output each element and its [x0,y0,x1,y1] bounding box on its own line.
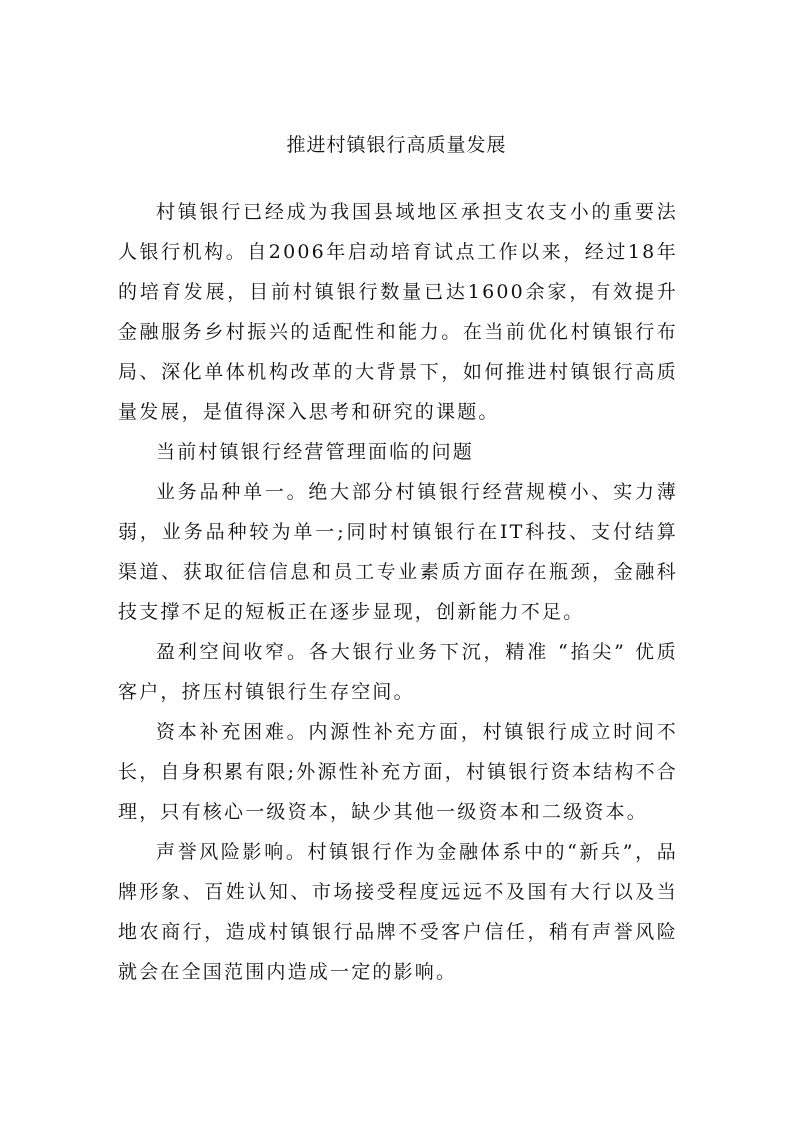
document-title: 推进村镇银行高质量发展 [286,134,507,156]
issue-paragraph-reputation: 声誉风险影响。村镇银行作为金融体系中的“新兵”，品牌形象、百姓认知、市场接受程度远远不及国有大行以及当地农商行，造成村镇银行品牌不受客户信任，稍有声誉风险就会在全国范围内造成一定的影响。 [118,841,678,983]
section-heading: 当前村镇银行经营管理面临的问题 [156,441,475,463]
intro-paragraph: 村镇银行已经成为我国县域地区承担支农支小的重要法人银行机构。自2006年启动培育试点工作以来，经过18年的培育发展，目前村镇银行数量已达1600余家，有效提升金融服务乡村振兴的适配性和能力。在当前优化村镇银行布局、深化单体机构改革的大背景下，如何推进村镇银行高质量发展，是值得深入思考和研究的课题。 [118,201,678,423]
issue-paragraph-business: 业务品种单一。绝大部分村镇银行经营规模小、实力薄弱，业务品种较为单一;同时村镇银行在IT科技、支付结算渠道、获取征信信息和员工专业素质方面存在瓶颈，金融科技支撑不足的短板正在逐步显现，创新能力不足。 [118,481,678,623]
issue-paragraph-profit: 盈利空间收窄。各大银行业务下沉，精准 “掐尖” 优质客户，挤压村镇银行生存空间。 [118,641,678,703]
issue-paragraph-capital: 资本补充困难。内源性补充方面，村镇银行成立时间不长，自身积累有限;外源性补充方面，村镇银行资本结构不合理，只有核心一级资本，缺少其他一级资本和二级资本。 [118,721,678,823]
document-body [118,192,678,992]
